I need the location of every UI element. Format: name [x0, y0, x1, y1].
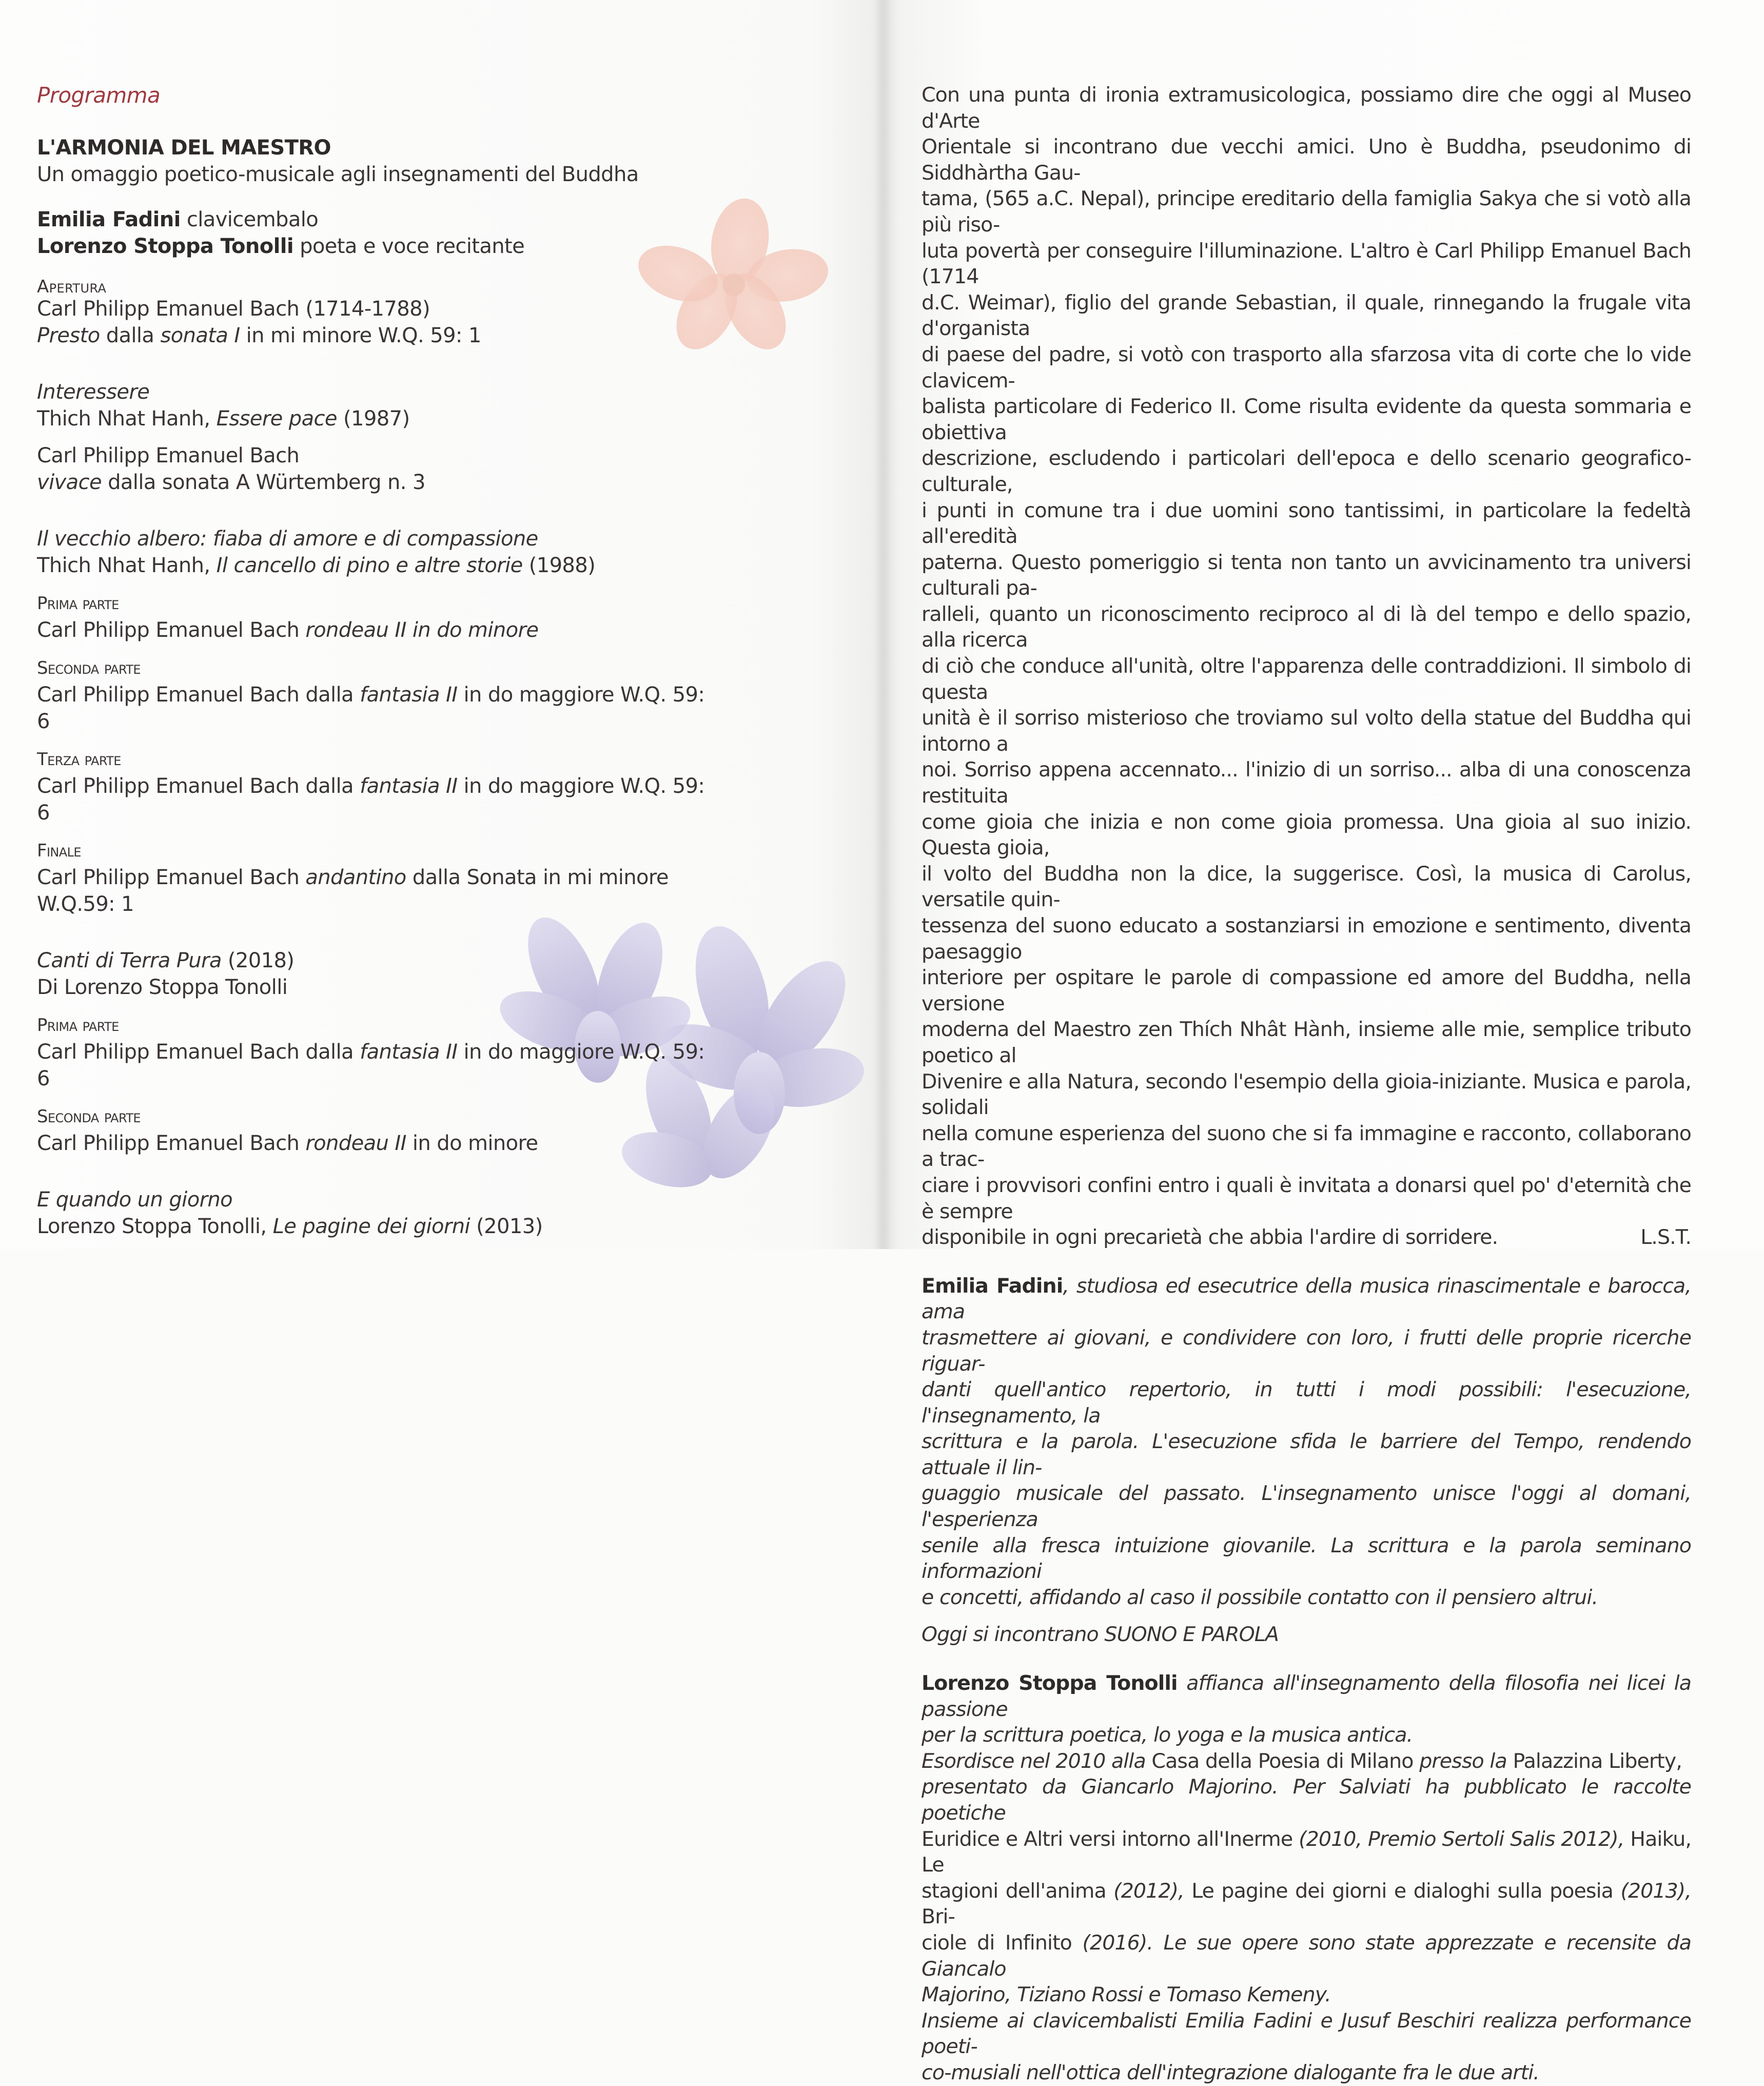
interessere-composer: Carl Philipp Emanuel Bach — [37, 444, 300, 467]
essay-line: ciare i provvisori confini entro i quali è invitata a donarsi quel po' d'eternità che è sempre — [922, 1173, 1691, 1223]
event-title: L'ARMONIA DEL MAESTRO — [37, 136, 331, 160]
performer-tonolli: Lorenzo Stoppa Tonolli poeta e voce recitante — [37, 235, 525, 258]
apertura-piece: Presto dalla sonata I in mi minore W.Q. 59: 1 — [37, 324, 481, 347]
essay-line: come gioia che inizia e non come gioia promessa. Una gioia al suo inizio. Questa gioia, — [922, 810, 1691, 860]
bio-fadini: Emilia Fadini, studiosa ed esecutrice della musica rinascimentale e barocca, ama trasmettere ai giovani, e condividere con loro, i frutti delle proprie ricerche riguar- danti quell'antico repertorio, in tutti i modi possibili: l'esecuzione, l'insegnamento, la scrittura e la parola. L'esecuzione sfida le barriere del Tempo, rendendo attuale il lin- guaggio musicale del passato. L'insegnamento unisce l'oggi al domani, l'esperienza senile alla fresca intuizione giovanile. La scrittura e la parola seminano informazioni e concetti, affidando al caso il possibile contatto con il pensiero altrui. Oggi si incontrano SUONO E PAROLA — [922, 1273, 1691, 1648]
essay-line: Orientale si incontrano due vecchi amici. Uno è Buddha, pseudonimo di Siddhàrtha Gau- — [922, 135, 1691, 185]
essay-line: il volto del Buddha non la dice, la suggerisce. Così, la musica di Carolus, versatile quin- — [922, 862, 1691, 912]
quando-title: E quando un giorno — [37, 1188, 233, 1212]
essay-line: ralleli, quanto un riconoscimento reciproco al di là del tempo e dello spazio, alla ricerca — [922, 602, 1691, 652]
part-piece: Carl Philipp Emanuel Bach dalla fantasia II in do maggiore W.Q. 59: 6 — [37, 1040, 705, 1090]
part-piece: Carl Philipp Emanuel Bach rondeau II in do minore — [37, 1132, 538, 1155]
bio-tonolli-name: Lorenzo Stoppa Tonolli — [922, 1671, 1178, 1695]
essay-line: luta povertà per conseguire l'illuminazione. L'altro è Carl Philipp Emanuel Bach (1714 — [922, 239, 1691, 289]
essay-line: interiore per ospitare le parole di compassione ed amore del Buddha, nella versione — [922, 966, 1691, 1016]
essay-line: nella comune esperienza del suono che si fa immagine e racconto, collaborano a trac- — [922, 1121, 1691, 1172]
bio-fadini-tagline: Oggi si incontrano SUONO E PAROLA — [922, 1623, 1279, 1647]
vecchio-albero-source: Thich Nhat Hanh, Il cancello di pino e altre storie (1988) — [37, 554, 596, 577]
programme-heading: Programma — [37, 83, 161, 108]
essay-line: Divenire e alla Natura, secondo l'esempio della gioia-iniziante. Musica e parola, solidali — [922, 1069, 1691, 1120]
essay — [922, 82, 1691, 1251]
event-subtitle: Un omaggio poetico-musicale agli insegnamenti del Buddha — [37, 163, 639, 186]
quando-source: Lorenzo Stoppa Tonolli, Le pagine dei giorni (2013) — [37, 1215, 543, 1238]
part-label: Seconda parte — [37, 1106, 141, 1127]
essay-line: noi. Sorriso appena accennato... l'inizio di un sorriso... alba di una conoscenza restituita — [922, 758, 1691, 808]
canti-author: Di Lorenzo Stoppa Tonolli — [37, 976, 288, 999]
part-label: Prima parte — [37, 593, 119, 614]
part-label: Finale — [37, 841, 81, 861]
essay-line: i punti in comune tra i due uomini sono tantissimi, in particolare la fedeltà all'eredità — [922, 498, 1691, 549]
part-label: Terza parte — [37, 749, 121, 770]
essay-line: tessenza del suono educato a sostanziarsi in emozione e sentimento, diventa paesaggio — [922, 914, 1691, 964]
apertura-section — [37, 278, 714, 296]
essay-line: tama, (565 a.C. Nepal), principe ereditario della famiglia Sakya che si votò alla più riso- — [922, 187, 1691, 237]
essay-signature: L.S.T. — [1640, 1225, 1691, 1250]
essay-line: di paese del padre, si votò con trasporto alla sfarzosa vita di corte che lo vide clavicem- — [922, 342, 1691, 393]
essay-line: d.C. Weimar), figlio del grande Sebastian, il quale, rinnegando la frugale vita d'organista — [922, 290, 1691, 341]
part-piece: Carl Philipp Emanuel Bach andantino dalla Sonata in mi minore W.Q.59: 1 — [37, 866, 669, 916]
essay-line: moderna del Maestro zen Thích Nhât Hành, insieme alle mie, semplice tributo poetico al — [922, 1018, 1691, 1067]
essay-line: unità è il sorriso misterioso che troviamo sul volto della statue del Buddha qui intorno a — [922, 706, 1691, 756]
section-label: Apertura — [37, 277, 107, 297]
essay-line: paterna. Questo pomeriggio si tenta non tanto un avvicinamento tra universi culturali pa- — [922, 550, 1691, 600]
canti-title: Canti di Terra Pura (2018) — [37, 949, 295, 972]
part-label: Prima parte — [37, 1015, 119, 1036]
bio-fadini-name: Emilia Fadini — [922, 1274, 1063, 1298]
essay-line: Con una punta di ironia extramusicologica, possiamo dire che oggi al Museo d'Arte — [922, 83, 1691, 133]
essay-line: di ciò che conduce all'unità, oltre l'apparenza delle contraddizioni. Il simbolo di questa — [922, 654, 1691, 704]
part-label: Seconda parte — [37, 658, 141, 678]
notes-column — [922, 82, 1691, 2086]
part-piece: Carl Philipp Emanuel Bach rondeau II in do minore — [37, 618, 539, 642]
interessere-title: Interessere — [37, 380, 150, 404]
essay-line: balista particolare di Federico II. Come risulta evidente da questa sommaria e obiettiva — [922, 395, 1691, 444]
programme-column — [37, 82, 714, 1240]
vecchio-albero-title: Il vecchio albero: fiaba di amore e di compassione — [37, 527, 538, 551]
bio-tonolli: Lorenzo Stoppa Tonolli affianca all'insegnamento della filosofia nei licei la passione per la scrittura poetica, lo yoga e la musica antica. Esordisce nel 2010 alla Casa della Poesia di Milano presso la Palazzina Liberty, presentato da Giancarlo Majorino. Per Salviati ha pubblicato le raccolte poetiche Euridice e Altri versi intorno all'Inerme (2010, Premio Sertoli Salis 2012), Haiku, Le stagioni dell'anima (2012), Le pagine dei giorni e dialoghi sulla poesia (2013), Bri- ciole di Infinito (2016). Le sue opere sono state apprezzate e recensite da Giancalo Majorino, Tiziano Rossi e Tomaso Kemeny. Insieme ai clavicembalisti Emilia Fadini e Jusuf Beschiri realizza performance poeti- co-musiali nell'ottica dell'integrazione dialogante fra le due arti. — [922, 1671, 1692, 2084]
part-piece: Carl Philipp Emanuel Bach dalla fantasia II in do maggiore W.Q. 59: 6 — [37, 774, 705, 825]
apertura-composer: Carl Philipp Emanuel Bach (1714-1788) — [37, 297, 430, 321]
essay-line: descrizione, escludendo i particolari dell'epoca e dello scenario geografico-culturale, — [922, 446, 1691, 496]
performer-fadini: Emilia Fadini clavicembalo — [37, 208, 319, 231]
interessere-source: Thich Nhat Hanh, Essere pace (1987) — [37, 407, 410, 431]
interessere-piece: vivace dalla sonata A Würtemberg n. 3 — [37, 471, 425, 494]
part-piece: Carl Philipp Emanuel Bach dalla fantasia II in do maggiore W.Q. 59: 6 — [37, 683, 705, 733]
essay-last-line: disponibile in ogni precarietà che abbia l'ardire di sorridere. L.S.T. — [922, 1224, 1691, 1251]
